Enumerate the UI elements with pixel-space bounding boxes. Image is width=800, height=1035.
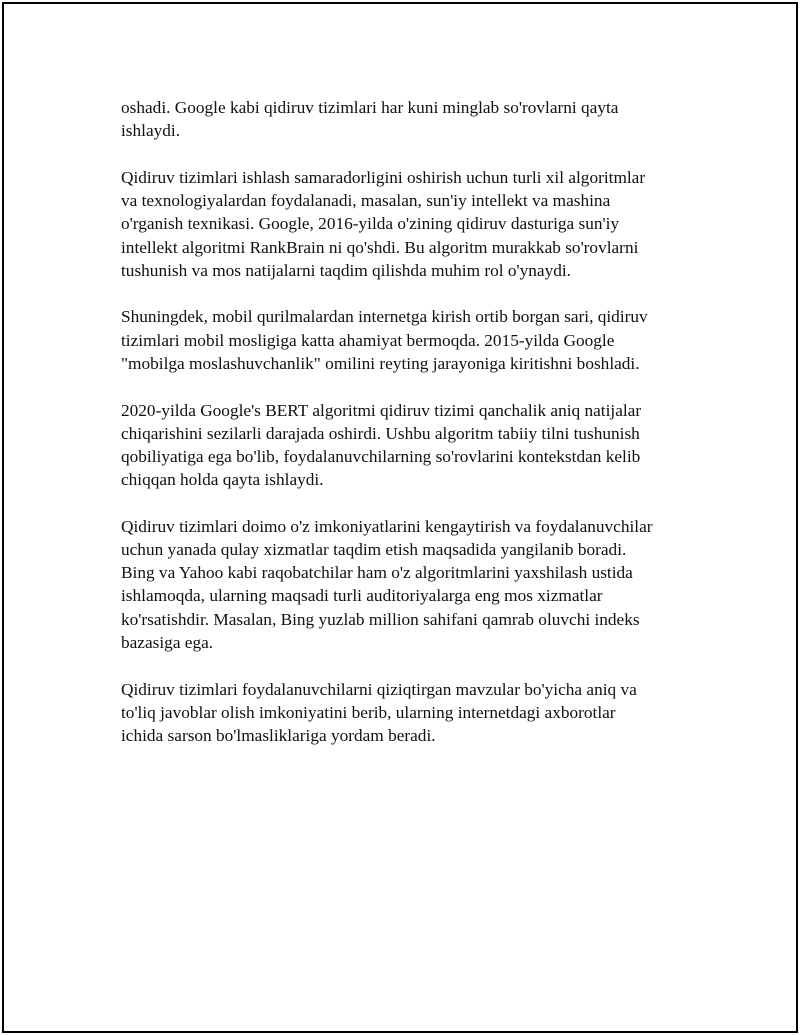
paragraph: oshadi. Google kabi qidiruv tizimlari har kuni minglab so'rovlarni qayta ishlaydi. xyxy=(121,98,619,141)
paragraph: Qidiruv tizimlari doimo o'z imkoniyatlarini kengaytirish va foydalanuvchilar uchun yanada qulay xizmatlar taqdim etish maqsadida yangilanib boradi. Bing va Yahoo kabi raqobatchilar ham o'z algoritmlarini yaxshilash ustida ishlamoqda, ularning maqsadi turli auditoriyalarga eng mos xizmatlar ko'rsatishdir. Masalan, Bing yuzlab million sahifani qamrab oluvchi indeks bazasiga ega. xyxy=(121,516,653,652)
document-page xyxy=(2,2,798,1033)
paragraph: 2020-yilda Google's BERT algoritmi qidiruv tizimi qanchalik aniq natijalar chiqarishini sezilarli darajada oshirdi. Ushbu algoritm tabiiy tilni tushunish qobiliyatiga ega bo'lib, foydalanuvchilarning so'rovlarini kontekstdan kelib chiqqan holda qayta ishlaydi. xyxy=(121,400,642,490)
paragraph: Qidiruv tizimlari ishlash samaradorligini oshirish uchun turli xil algoritmlar va texnologiyalardan foydalanadi, masalan, sun'iy intellekt va mashina o'rganish texnikasi. Google, 2016-yilda o'zining qidiruv dasturiga sun'iy intellekt algoritmi RankBrain ni qo'shdi. Bu algoritm murakkab so'rovlarni tushunish va mos natijalarni taqdim qilishda muhim rol o'ynaydi. xyxy=(121,167,646,280)
document-body xyxy=(121,96,691,771)
paragraph: Qidiruv tizimlari foydalanuvchilarni qiziqtirgan mavzular bo'yicha aniq va to'liq javoblar olish imkoniyatini berib, ularning internetdagi axborotlar ichida sarson bo'lmasliklariga yordam beradi. xyxy=(121,679,637,745)
paragraph: Shuningdek, mobil qurilmalardan internetga kirish ortib borgan sari, qidiruv tizimlari mobil mosligiga katta ahamiyat bermoqda. 2015-yilda Google "mobilga moslashuvchanlik" omilini reyting jarayoniga kiritishni boshladi. xyxy=(121,307,648,373)
